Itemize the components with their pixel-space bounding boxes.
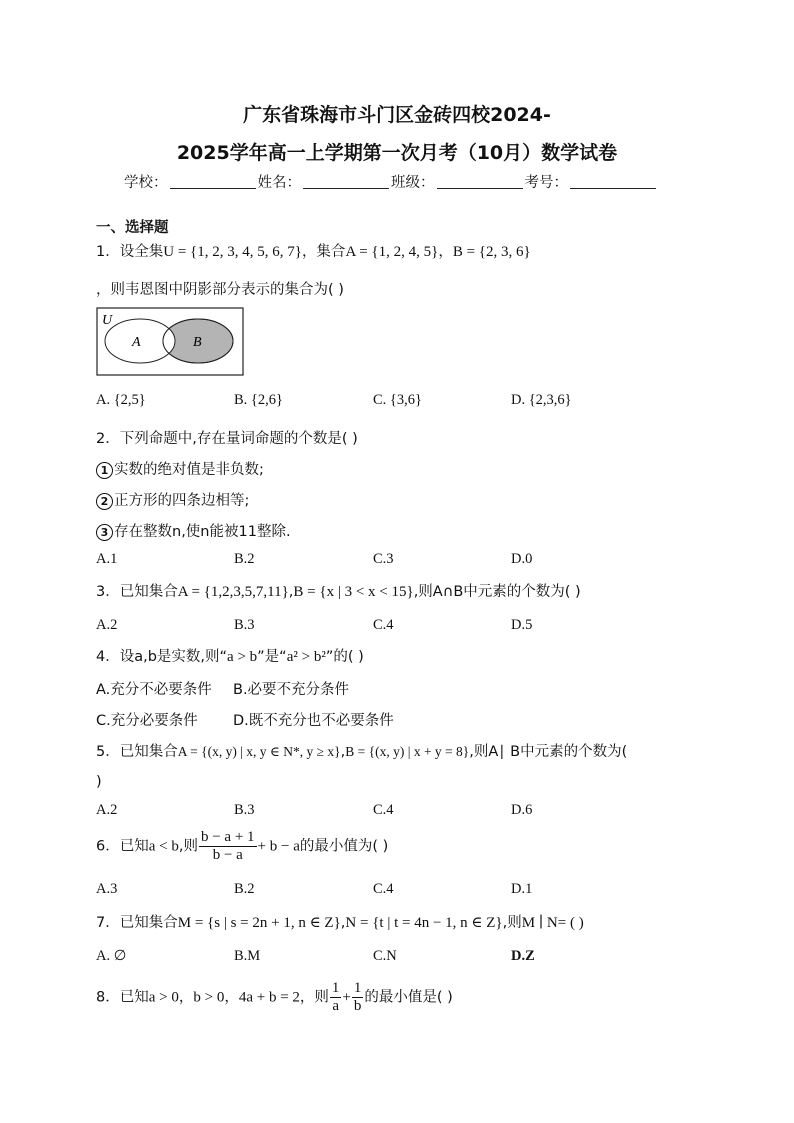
q3-option-a[interactable]: A.2 (96, 617, 118, 633)
q1-option-c[interactable]: C. {3,6} (373, 392, 422, 408)
q6-fraction: $\frac{b - a + 1}{b - a}$ (200, 829, 255, 863)
q5-option-a[interactable]: A.2 (96, 802, 118, 818)
q7-option-d[interactable]: D.Z (511, 948, 535, 964)
venn-label-a: A (132, 335, 141, 350)
name-label: 姓名： (257, 175, 301, 191)
exam-number-blank[interactable] (570, 174, 656, 189)
q2-option-c[interactable]: C.3 (373, 551, 394, 567)
q5-set-b: B = {(x, y) | x + y = 8} (345, 744, 470, 759)
q3-set-a: A = {1,2,3,5,7,11} (177, 584, 289, 600)
q8-cond-1: a > 0 (148, 989, 179, 1006)
q3-option-d[interactable]: D.5 (511, 617, 533, 633)
class-label: 班级： (391, 175, 435, 191)
school-blank[interactable] (170, 174, 256, 189)
set-u: U = {1, 2, 3, 4, 5, 6, 7} (163, 244, 302, 260)
page-title-line1: 广东省珠海市斗门区金砖四校2024- (243, 104, 551, 126)
q3-option-b[interactable]: B.3 (234, 617, 255, 633)
q2-option-a[interactable]: A.1 (96, 551, 118, 567)
q8-fraction-2: $\frac{1}{b}$ (353, 980, 362, 1014)
venn-diagram (96, 307, 244, 377)
question-8-stem: 8．已知a > 0，b > 0，4a + b = 2，则 $\frac{1}{a}$ + $\frac{1}{b}$ 的最小值是( ) (96, 980, 453, 1014)
question-1-stem: 1．设全集U = {1, 2, 3, 4, 5, 6, 7}，集合A = {1, 2, 4, 5}，B = {2, 3, 6} (96, 244, 531, 260)
q4-cond-1: a > b (227, 649, 258, 665)
page-title-line2: 2025学年高一上学期第一次月考（10月）数学试卷 (176, 142, 618, 164)
q1-option-a[interactable]: A. {2,5} (96, 392, 146, 408)
q7-set-m: M = {s | s = 2n + 1, n ∈ Z} (177, 915, 341, 931)
q6-option-d[interactable]: D.1 (511, 881, 533, 897)
set-b: B = {2, 3, 6} (452, 244, 531, 260)
q3-option-c[interactable]: C.4 (373, 617, 394, 633)
q7-expr: M ∣ N (521, 915, 558, 931)
q2-option-d[interactable]: D.0 (511, 551, 533, 567)
q2-item-2: 2 正方形的四条边相等; (96, 489, 249, 510)
q6-option-c[interactable]: C.4 (373, 881, 394, 897)
question-3-stem: 3．已知集合A = {1,2,3,5,7,11},B = {x | 3 < x < 15},则A∩B中元素的个数为( ) (96, 584, 581, 600)
q4-cond-2: a² > b² (286, 649, 326, 665)
question-5-line2: ) (96, 774, 102, 790)
q4-option-b[interactable]: B.必要不充分条件 (233, 682, 350, 698)
question-1-line2: ，则韦恩图中阴影部分表示的集合为( ) (96, 282, 344, 298)
q3-set-b: B = {x | 3 < x < 15} (293, 584, 414, 600)
q5-set-a: A = {(x, y) | x, y ∈ N*, y ≥ x} (177, 744, 341, 759)
exam-number-label: 考号： (524, 175, 568, 191)
question-2-stem: 2．下列命题中,存在量词命题的个数是( ) (96, 431, 358, 447)
q8-cond-3: 4a + b = 2 (238, 989, 300, 1006)
class-blank[interactable] (437, 174, 523, 189)
q7-option-a[interactable]: A. ∅ (96, 948, 127, 964)
q6-option-a[interactable]: A.3 (96, 881, 118, 897)
q5-option-c[interactable]: C.4 (373, 802, 394, 818)
q5-option-b[interactable]: B.3 (234, 802, 255, 818)
q2-option-b[interactable]: B.2 (234, 551, 255, 567)
q1-option-d[interactable]: D. {2,3,6} (511, 392, 572, 408)
student-info-row (124, 171, 658, 192)
q2-item-1: 1 实数的绝对值是非负数; (96, 458, 264, 479)
q1-option-b[interactable]: B. {2,6} (234, 392, 283, 408)
q6-cond: a < b (148, 838, 179, 855)
q4-option-d[interactable]: D.既不充分也不必要条件 (233, 713, 394, 729)
question-7-stem: 7．已知集合M = {s | s = 2n + 1, n ∈ Z},N = {t | t = 4n − 1, n ∈ Z},则M ∣ N= ( ) (96, 915, 584, 931)
name-blank[interactable] (303, 174, 389, 189)
question-4-stem: 4．设a,b是实数,则“a > b”是“a² > b²”的( ) (96, 649, 364, 665)
q7-set-n: N = {t | t = 4n − 1, n ∈ Z} (345, 915, 503, 931)
q4-option-a[interactable]: A.充分不必要条件 (96, 682, 212, 698)
q7-option-b[interactable]: B.M (234, 948, 261, 964)
q7-option-c[interactable]: C.N (373, 948, 397, 964)
set-a: A = {1, 2, 4, 5} (345, 244, 439, 260)
q4-option-c[interactable]: C.充分必要条件 (96, 713, 198, 729)
q5-option-d[interactable]: D.6 (511, 802, 533, 818)
section-title: 一、选择题 (96, 220, 169, 236)
question-6-stem: 6．已知a < b,则 $\frac{b - a + 1}{b - a}$ + b − a的最小值为( ) (96, 829, 389, 863)
q6-option-b[interactable]: B.2 (234, 881, 255, 897)
venn-label-b: B (193, 335, 202, 350)
q8-cond-2: b > 0 (193, 989, 225, 1006)
school-label: 学校： (124, 175, 168, 191)
q2-item-3: 3 存在整数n,使n能被11整除. (96, 520, 291, 541)
question-5-stem: 5．已知集合A = {(x, y) | x, y ∈ N*, y ≥ x},B = {(x, y) | x + y = 8},则A∣ B中元素的个数为( (96, 744, 628, 760)
q8-fraction-1: $\frac{1}{a}$ (331, 980, 340, 1014)
venn-label-u: U (102, 313, 113, 328)
